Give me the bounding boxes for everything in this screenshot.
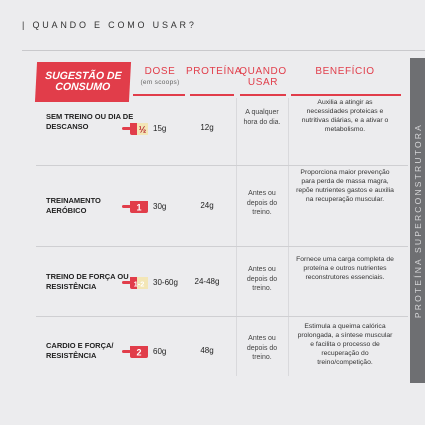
column-header-protein bbox=[186, 66, 242, 77]
benefit-value: Fornece uma carga completa de proteína e outros nutrientes reconstrutores essenciais. bbox=[296, 256, 394, 281]
column-header-dose-sub: (em scoops) bbox=[140, 79, 180, 86]
column-divider bbox=[288, 98, 289, 376]
row-divider bbox=[36, 246, 408, 247]
protein-value: 24-48g bbox=[194, 277, 220, 286]
dose-cell bbox=[122, 198, 166, 214]
row-label: SEM TREINO OU DIA DE DESCANSO bbox=[46, 112, 134, 131]
scoop-amount: 1-2 bbox=[133, 279, 145, 289]
dose-cell bbox=[122, 343, 166, 359]
when-value: Antes ou depois do treino. bbox=[246, 335, 278, 361]
dose-cell bbox=[122, 120, 166, 136]
benefit-value: Proporciona maior prevenção para perda de massa magra, repõe nutrientes gastos e auxilia na recuperação muscular. bbox=[296, 169, 394, 203]
dose-value: 60g bbox=[153, 346, 167, 356]
header bbox=[0, 0, 425, 50]
dose-value: 15g bbox=[153, 123, 167, 133]
scoop-amount: 1 bbox=[136, 202, 142, 213]
column-header-dose bbox=[130, 66, 190, 88]
protein-value: 12g bbox=[200, 123, 214, 132]
dose-value: 30-60g bbox=[153, 277, 178, 287]
benefit-value: Estimula a queima calórica prolongada, a síntese muscular e facilita o processo de recuperação do treino/competição. bbox=[297, 323, 393, 366]
column-header-when bbox=[239, 66, 287, 88]
when-value: A qualquer hora do dia. bbox=[243, 109, 281, 126]
scoop-icon bbox=[122, 198, 150, 214]
dose-value: 30g bbox=[153, 201, 167, 211]
scoop-amount: ½ bbox=[138, 124, 147, 135]
header-divider bbox=[22, 50, 425, 51]
scoop-amount: 2 bbox=[136, 347, 142, 358]
column-header-benefit bbox=[290, 66, 400, 77]
column-header-protein-label: PROTEÍNA bbox=[186, 66, 242, 77]
protein-value: 24g bbox=[200, 201, 214, 210]
column-header-when-label: QUANDO USAR bbox=[239, 66, 287, 88]
column-divider bbox=[236, 98, 237, 376]
protein-value: 48g bbox=[200, 346, 214, 355]
when-value: Antes ou depois do treino. bbox=[246, 266, 278, 292]
side-banner bbox=[410, 58, 425, 383]
column-header-benefit-underline bbox=[291, 94, 401, 96]
row-label: TREINAMENTO AERÓBICO bbox=[46, 196, 101, 215]
column-header-protein-underline bbox=[190, 94, 234, 96]
column-header-dose-label: DOSE bbox=[144, 66, 176, 77]
table-corner-tag bbox=[35, 62, 131, 102]
scoop-icon bbox=[122, 120, 150, 136]
table-corner-label: SUGESTÃO DE CONSUMO bbox=[44, 70, 122, 93]
row-divider bbox=[36, 316, 408, 317]
when-value: Antes ou depois do treino. bbox=[246, 190, 278, 216]
dose-cell bbox=[122, 274, 178, 290]
side-banner-label: PROTEÍNA SUPERCONSTRUTORA bbox=[412, 122, 423, 319]
row-label: CARDIO E FORÇA/ RESISTÊNCIA bbox=[46, 341, 114, 360]
page-title: | QUANDO E COMO USAR? bbox=[22, 20, 197, 30]
benefit-value: Auxilia a atingir as necessidades proteicas e nutritivas diárias, e a ativar o metabolismo. bbox=[301, 99, 389, 133]
row-divider bbox=[36, 165, 408, 166]
scoop-icon bbox=[122, 274, 150, 290]
column-header-dose-underline bbox=[133, 94, 185, 96]
scoop-icon bbox=[122, 343, 150, 359]
column-header-benefit-label: BENEFÍCIO bbox=[315, 66, 375, 77]
column-header-when-underline bbox=[240, 94, 286, 96]
row-label: TREINO DE FORÇA OU RESISTÊNCIA bbox=[46, 272, 129, 291]
